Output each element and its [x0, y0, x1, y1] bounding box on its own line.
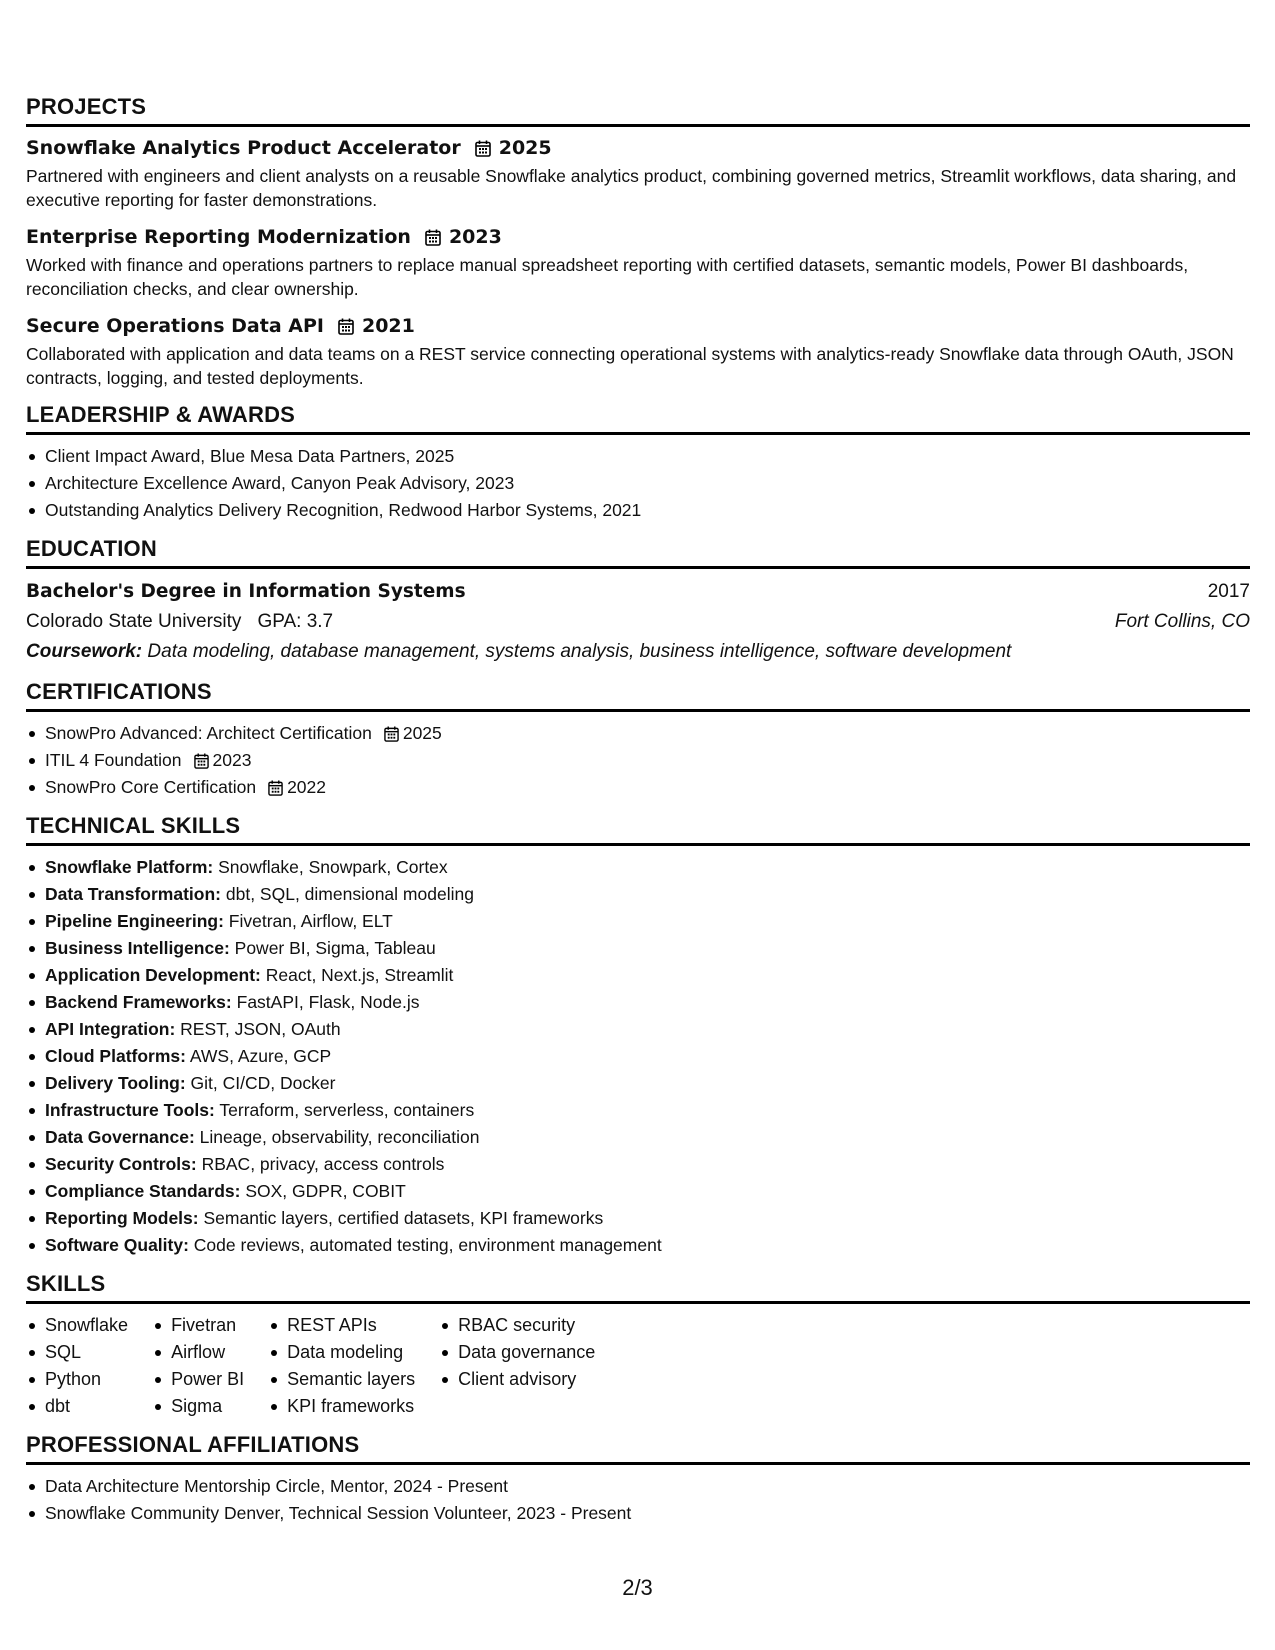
skill-category: Delivery Tooling: — [45, 1073, 186, 1093]
skill-values: RBAC, privacy, access controls — [201, 1154, 445, 1174]
list-item — [26, 1151, 1250, 1178]
project-name: Snowflake Analytics Product Accelerator — [26, 137, 461, 159]
skill-values: Fivetran, Airflow, ELT — [228, 911, 393, 931]
school-name: Colorado State University — [26, 611, 242, 632]
section-title-leadership: LEADERSHIP & AWARDS — [26, 402, 1250, 435]
calendar-icon — [475, 140, 491, 157]
skill-values: SOX, GDPR, COBIT — [245, 1181, 406, 1201]
list-item: Snowflake Community Denver, Technical Session Volunteer, 2023 - Present — [26, 1500, 1250, 1527]
skill-category: Backend Frameworks: — [45, 992, 232, 1012]
skill-item: Python — [26, 1366, 128, 1393]
certification-year: 2023 — [212, 750, 252, 770]
list-item — [26, 1016, 1250, 1043]
skill-category: Infrastructure Tools: — [45, 1100, 215, 1120]
affiliations-list — [26, 1473, 1250, 1527]
skill-category: Snowflake Platform: — [45, 857, 214, 877]
skill-item: Power BI — [152, 1366, 244, 1393]
skill-item: Airflow — [152, 1339, 244, 1366]
skill-category: Data Governance: — [45, 1127, 195, 1147]
project-item — [26, 313, 1250, 390]
degree-name: Bachelor's Degree in Information Systems — [26, 581, 466, 602]
coursework-label: Coursework: — [26, 641, 143, 662]
list-item: Outstanding Analytics Delivery Recognition, Redwood Harbor Systems, 2021 — [26, 497, 1250, 524]
skill-values: Power BI, Sigma, Tableau — [234, 938, 436, 958]
skills-grid — [26, 1312, 1250, 1420]
leadership-section — [26, 402, 1250, 524]
calendar-icon — [194, 753, 209, 769]
list-item — [26, 908, 1250, 935]
skill-values: Semantic layers, certified datasets, KPI frameworks — [203, 1208, 604, 1228]
certification-year: 2022 — [287, 777, 326, 797]
skills-column — [268, 1312, 415, 1420]
projects-section — [26, 94, 1250, 390]
list-item — [26, 1178, 1250, 1205]
project-name: Secure Operations Data API — [26, 315, 324, 337]
skill-values: Code reviews, automated testing, environment management — [193, 1235, 662, 1255]
list-item — [26, 962, 1250, 989]
section-title-technical-skills: TECHNICAL SKILLS — [26, 813, 1250, 846]
project-year: 2021 — [361, 315, 415, 337]
list-item — [26, 1097, 1250, 1124]
calendar-icon — [338, 318, 354, 335]
project-description: Worked with finance and operations partners to replace manual spreadsheet reporting with certified datasets, semantic models, Power BI dashboards, reconciliation checks, and clear ownership. — [26, 255, 1189, 299]
skill-category: Data Transformation: — [45, 884, 221, 904]
skill-item: KPI frameworks — [268, 1393, 415, 1420]
list-item — [26, 747, 1250, 774]
project-name: Enterprise Reporting Modernization — [26, 226, 411, 248]
list-item — [26, 935, 1250, 962]
section-title-skills: SKILLS — [26, 1271, 1250, 1304]
skill-item: dbt — [26, 1393, 128, 1420]
list-item — [26, 881, 1250, 908]
skill-category: Business Intelligence: — [45, 938, 230, 958]
skill-category: Pipeline Engineering: — [45, 911, 224, 931]
skill-item: SQL — [26, 1339, 128, 1366]
skill-item: Semantic layers — [268, 1366, 415, 1393]
project-item — [26, 224, 1250, 301]
skill-values: React, Next.js, Streamlit — [265, 965, 454, 985]
graduation-year: 2017 — [1207, 581, 1250, 602]
list-item — [26, 1070, 1250, 1097]
project-year: 2023 — [448, 226, 502, 248]
skill-values: Terraform, serverless, containers — [219, 1100, 475, 1120]
list-item: Data Architecture Mentorship Circle, Mentor, 2024 - Present — [26, 1473, 1250, 1500]
project-item — [26, 135, 1250, 212]
skill-category: Compliance Standards: — [45, 1181, 241, 1201]
skill-category: Application Development: — [45, 965, 261, 985]
technical-skills-list — [26, 854, 1250, 1259]
skills-section — [26, 1271, 1250, 1420]
list-item: Client Impact Award, Blue Mesa Data Partners, 2025 — [26, 443, 1250, 470]
skill-category: Reporting Models: — [45, 1208, 199, 1228]
skill-item: REST APIs — [268, 1312, 415, 1339]
skill-values: Git, CI/CD, Docker — [190, 1073, 336, 1093]
skill-item: Data governance — [439, 1339, 595, 1366]
coursework — [26, 637, 1250, 667]
project-description: Collaborated with application and data teams on a REST service connecting operational systems with analytics-ready Snowflake data through OAuth, JSON contracts, logging, and tested deployments. — [26, 344, 1234, 388]
skill-item: Data modeling — [268, 1339, 415, 1366]
list-item — [26, 774, 1250, 801]
awards-list — [26, 443, 1250, 524]
list-item — [26, 720, 1250, 747]
skill-item: Snowflake — [26, 1312, 128, 1339]
certification-name: SnowPro Core Certification — [45, 777, 257, 797]
affiliations-section — [26, 1432, 1250, 1527]
project-description: Partnered with engineers and client analysts on a reusable Snowflake analytics product, combining governed metrics, Streamlit workflows, data sharing, and executive reporting for faster demonstrations. — [26, 166, 1237, 210]
certification-name: ITIL 4 Foundation — [45, 750, 182, 770]
skill-values: REST, JSON, OAuth — [180, 1019, 341, 1039]
coursework-list: Data modeling, database management, systems analysis, business intelligence, software development — [147, 641, 1012, 662]
list-item — [26, 854, 1250, 881]
skill-item: Fivetran — [152, 1312, 244, 1339]
skills-column — [439, 1312, 595, 1420]
list-item — [26, 1205, 1250, 1232]
page-number: 2/3 — [622, 1575, 653, 1600]
skill-values: dbt, SQL, dimensional modeling — [225, 884, 474, 904]
skill-category: Security Controls: — [45, 1154, 197, 1174]
school-location: Fort Collins, CO — [1114, 611, 1250, 632]
certifications-list — [26, 720, 1250, 801]
skill-item: RBAC security — [439, 1312, 595, 1339]
list-item — [26, 1232, 1250, 1259]
skill-values: Lineage, observability, reconciliation — [199, 1127, 480, 1147]
technical-skills-section — [26, 813, 1250, 1259]
skill-item: Sigma — [152, 1393, 244, 1420]
education-section — [26, 536, 1250, 667]
calendar-icon — [384, 726, 399, 742]
certification-name: SnowPro Advanced: Architect Certification — [45, 723, 372, 743]
skills-column — [26, 1312, 128, 1420]
section-title-affiliations: PROFESSIONAL AFFILIATIONS — [26, 1432, 1250, 1465]
skill-item: Client advisory — [439, 1366, 595, 1393]
calendar-icon — [425, 229, 441, 246]
calendar-icon — [268, 780, 283, 796]
certification-year: 2025 — [402, 723, 442, 743]
list-item — [26, 989, 1250, 1016]
list-item — [26, 1124, 1250, 1151]
gpa: GPA: 3.7 — [257, 611, 334, 632]
skill-category: Software Quality: — [45, 1235, 189, 1255]
section-title-education: EDUCATION — [26, 536, 1250, 569]
skill-values: FastAPI, Flask, Node.js — [236, 992, 420, 1012]
section-title-projects: PROJECTS — [26, 94, 1250, 127]
resume-page — [26, 94, 1250, 1539]
list-item — [26, 1043, 1250, 1070]
project-year: 2025 — [498, 137, 552, 159]
list-item: Architecture Excellence Award, Canyon Peak Advisory, 2023 — [26, 470, 1250, 497]
skill-values: Snowflake, Snowpark, Cortex — [218, 857, 448, 877]
certifications-section — [26, 679, 1250, 801]
skill-category: API Integration: — [45, 1019, 176, 1039]
section-title-certifications: CERTIFICATIONS — [26, 679, 1250, 712]
skills-column — [152, 1312, 244, 1420]
skill-values: AWS, Azure, GCP — [189, 1046, 332, 1066]
skill-category: Cloud Platforms: — [45, 1046, 186, 1066]
